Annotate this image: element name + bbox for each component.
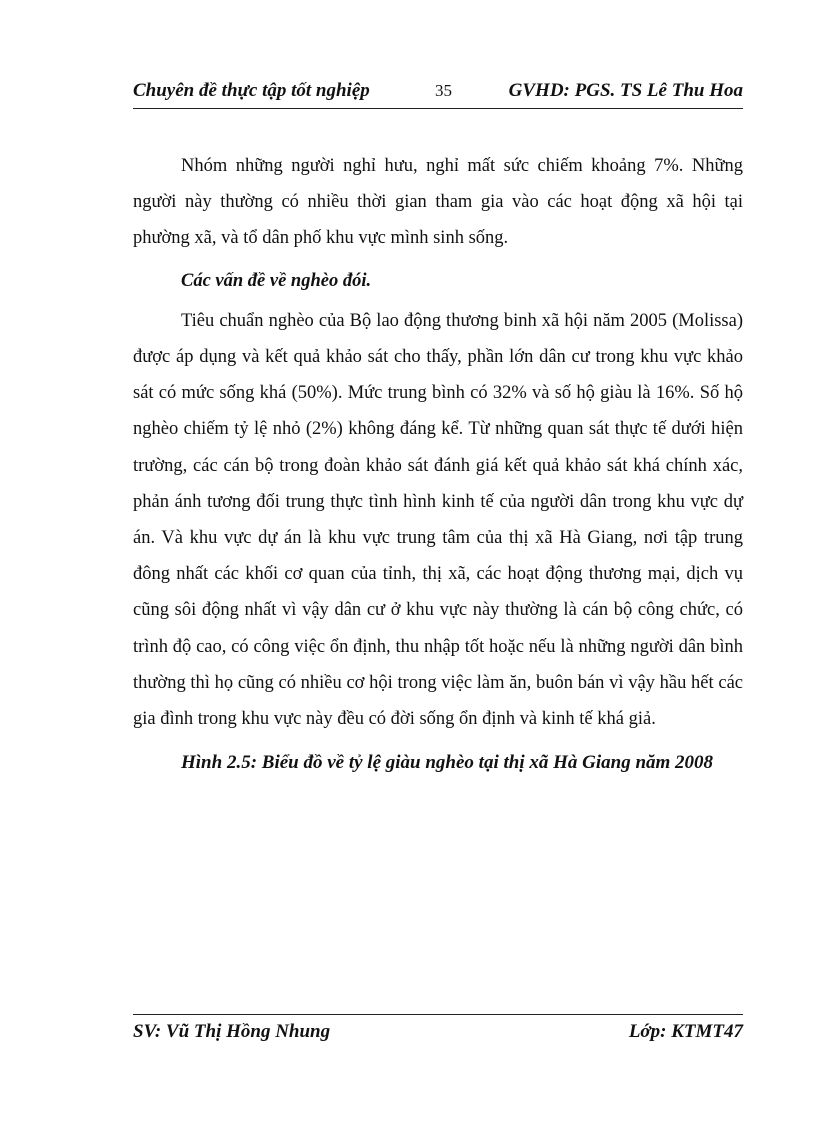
figure-caption: Hình 2.5: Biểu đồ về tỷ lệ giàu nghèo tại thị xã Hà Giang năm 2008 <box>181 752 714 774</box>
section-heading-poverty: Các vấn đề về nghèo đói. <box>181 270 372 291</box>
page-footer <box>133 1014 743 1047</box>
header-supervisor: GVHD: PGS. TS Lê Thu Hoa <box>508 80 743 101</box>
page-header <box>133 78 743 109</box>
paragraph-retirees: Nhóm những người nghỉ hưu, nghỉ mất sức chiếm khoảng 7%. Những người này thường có nhiều thời gian tham gia vào các hoạt động xã hội tại phường xã, và tổ dân phố khu vực mình sinh sống. <box>133 156 743 249</box>
document-body <box>133 148 743 781</box>
footer-student: SV: Vũ Thị Hồng Nhung <box>133 1021 331 1042</box>
page-number: 35 <box>435 81 452 100</box>
footer-class: Lớp: KTMT47 <box>628 1021 743 1042</box>
header-title: Chuyên đề thực tập tốt nghiệp <box>133 80 370 101</box>
paragraph-poverty: Tiêu chuẩn nghèo của Bộ lao động thương binh xã hội năm 2005 (Molissa) được áp dụng và kết quả khảo sát cho thấy, phần lớn dân cư trong khu vực khảo sát có mức sống khá (50%). Mức trung bình có 32% và số hộ giàu là 16%. Số hộ nghèo chiếm tỷ lệ nhỏ (2%) không đáng kể. Từ những quan sát thực tế dưới hiện trường, các cán bộ trong đoàn khảo sát đánh giá kết quả khảo sát khá chính xác, phản ánh tương đối trung thực tình hình kinh tế của người dân trong khu vực dự án. Và khu vực dự án là khu vực trung tâm của thị xã Hà Giang, nơi tập trung đông nhất các khối cơ quan của tỉnh, thị xã, các hoạt động thương mại, dịch vụ cũng sôi động nhất vì vậy dân cư ở khu vực này thường là cán bộ công chức, có trình độ cao, có công việc ổn định, thu nhập tốt hoặc nếu là những người dân bình thường thì họ cũng có nhiều cơ hội trong việc làm ăn, buôn bán vì vậy hầu hết các gia đình trong khu vực này đều có đời sống ổn định và kinh tế khá giả. <box>133 310 743 730</box>
